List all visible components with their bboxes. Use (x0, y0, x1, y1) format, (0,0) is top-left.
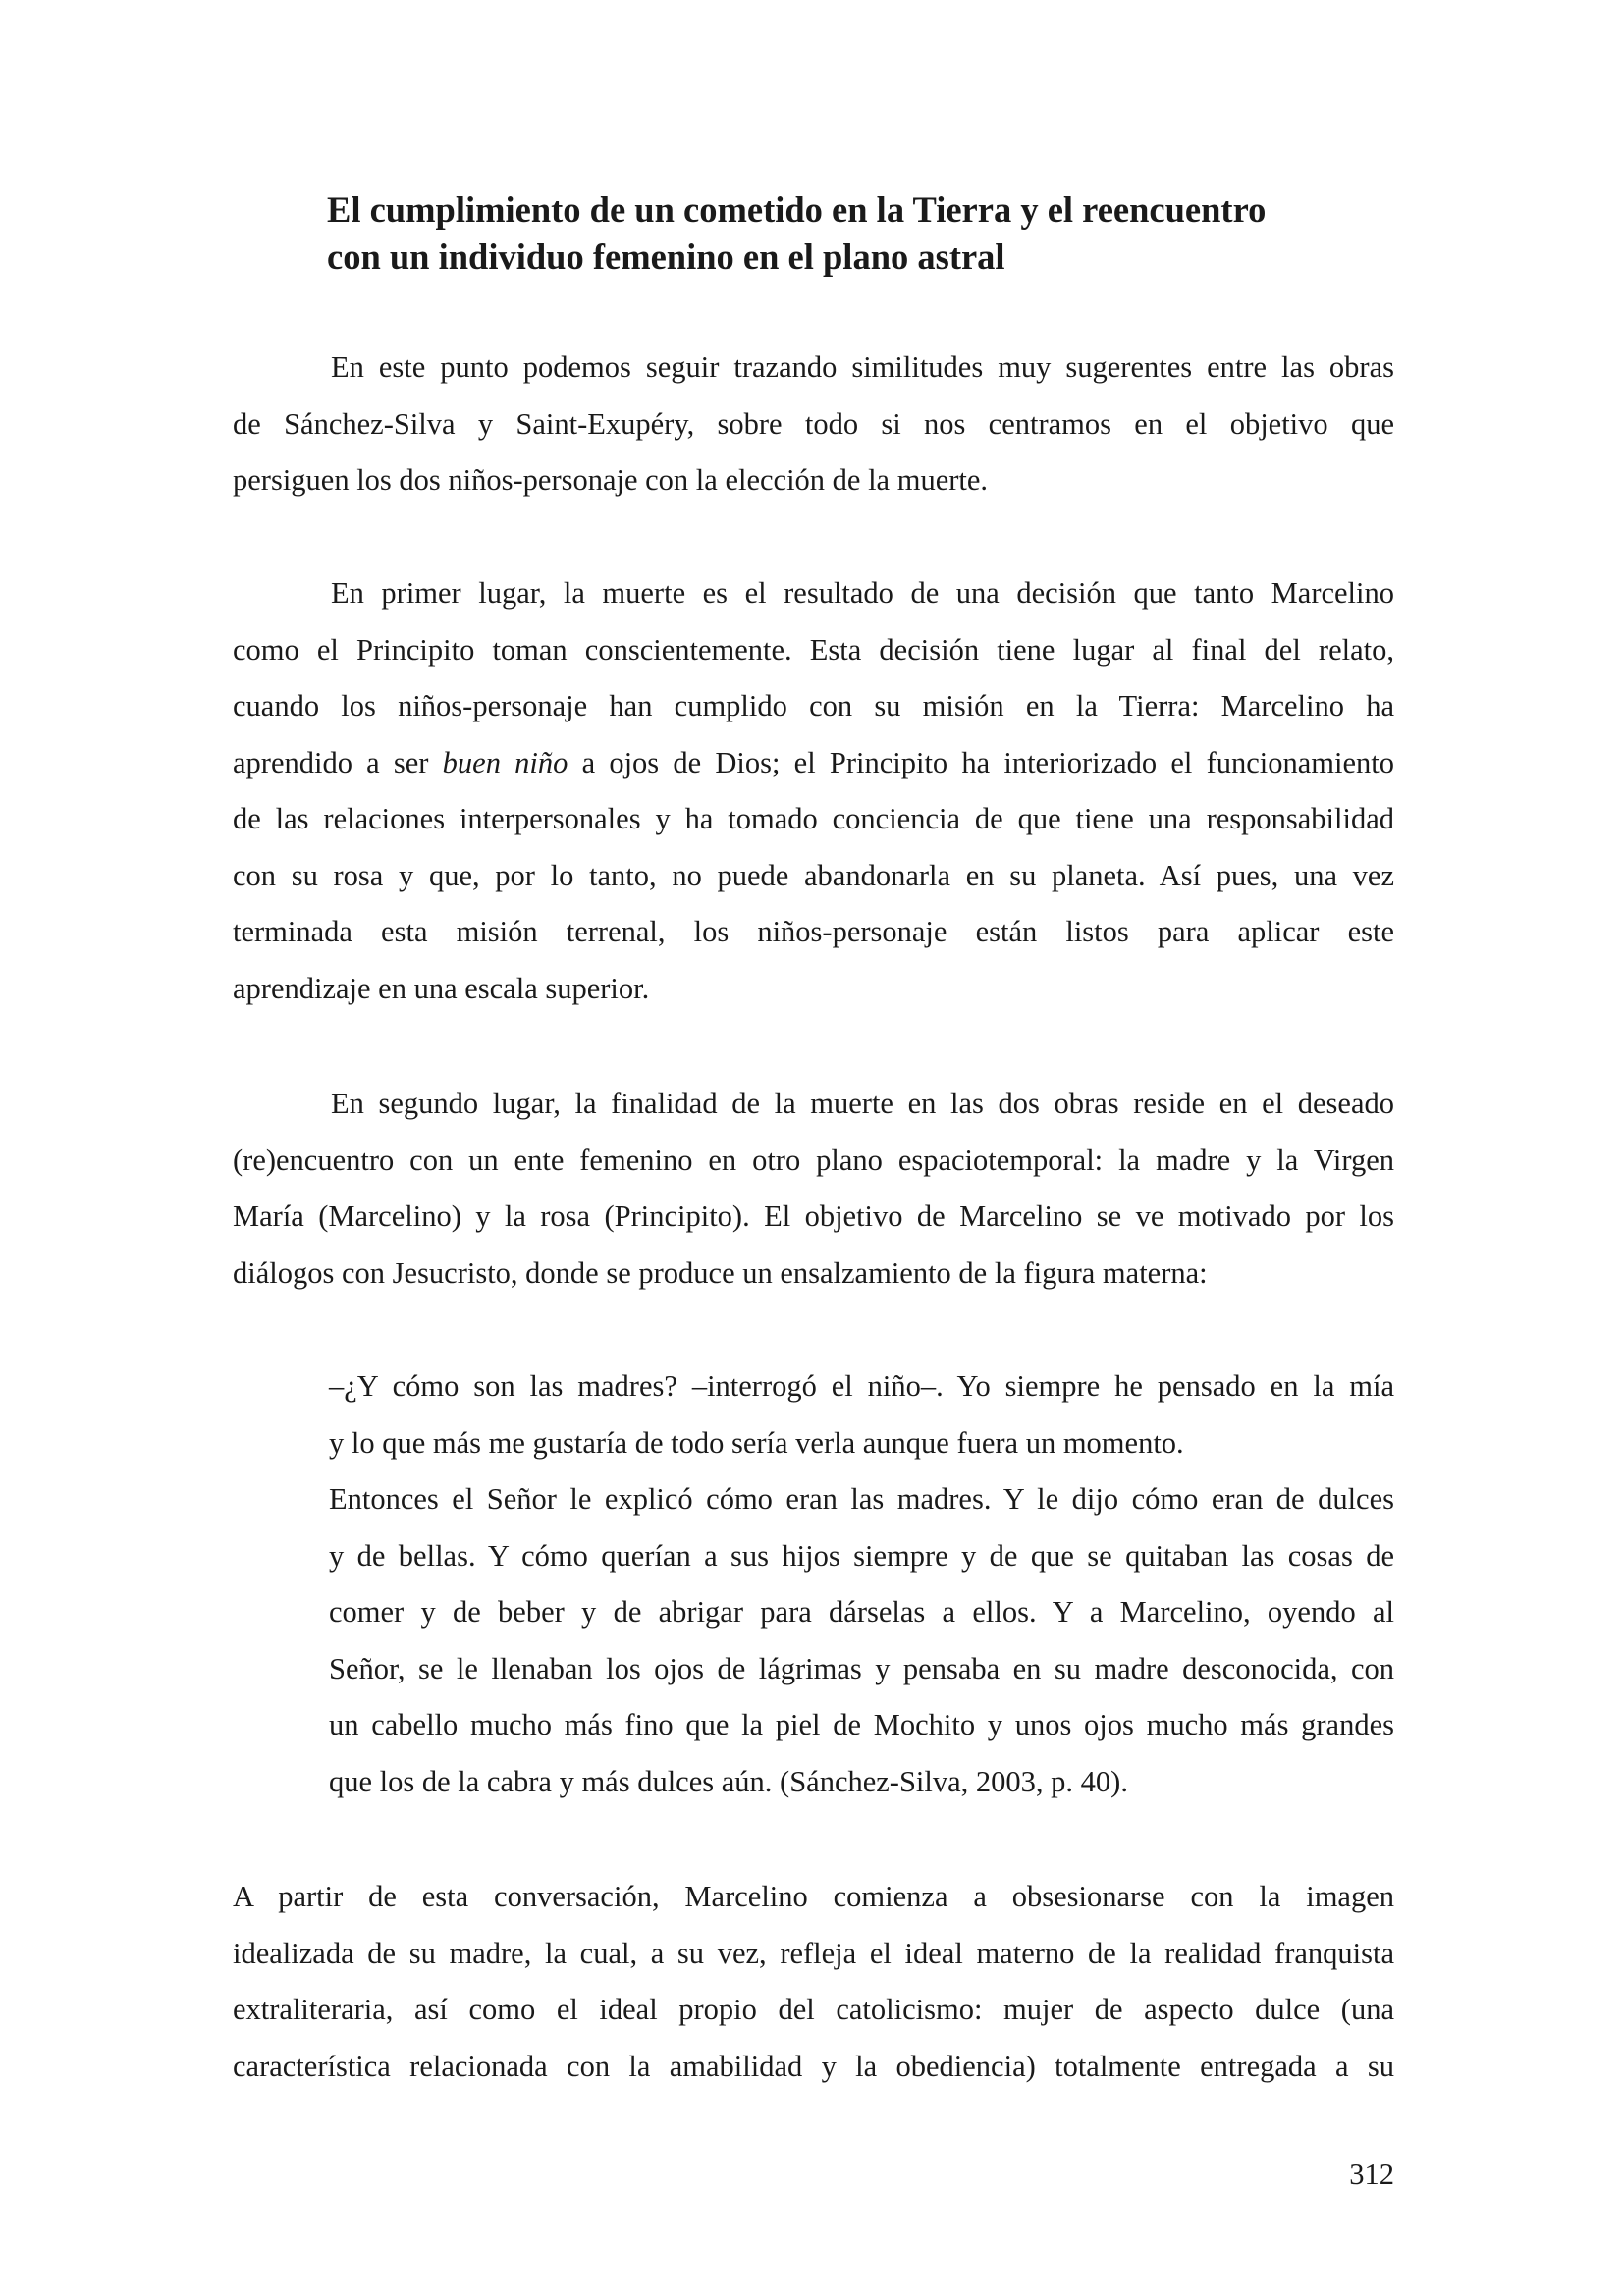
quote-line: Entonces el Señor le explicó cómo eran las madres. Y le dijo cómo eran de dulces (329, 1482, 1394, 1516)
emphasis-text: buen niño (442, 745, 568, 779)
text-line: aprendizaje en una escala superior. (233, 971, 650, 1005)
text-line: de Sánchez-Silva y Saint-Exupéry, sobre todo si nos centramos en el objetivo que (233, 406, 1394, 441)
text-line: como el Principito toman conscientemente. Esta decisión tiene lugar al final del relato, (233, 632, 1394, 667)
text-line: En este punto podemos seguir trazando similitudes muy sugerentes entre las obras (331, 350, 1394, 384)
section-heading-line: con un individuo femenino en el plano astral (327, 237, 1005, 277)
text-line: María (Marcelino) y la rosa (Principito). El objetivo de Marcelino se ve motivado por los (233, 1200, 1394, 1233)
text-line: A partir de esta conversación, Marcelino comienza a obsesionarse con la imagen (233, 1880, 1394, 1913)
text-fragment: aprendido a ser (233, 745, 443, 779)
text-line: persiguen los dos niños-personaje con la elección de la muerte. (233, 463, 989, 497)
paragraph-2 (233, 565, 1394, 1017)
quote-line: un cabello mucho más fino que la piel de Mochito y unos ojos mucho más grandes (329, 1708, 1394, 1741)
section-heading-line: El cumplimiento de un cometido en la Tierra y el reencuentro (327, 189, 1267, 230)
text-fragment: a ojos de Dios; el Principito ha interiorizado el funcionamiento (568, 745, 1395, 779)
text-line: cuando los niños-personaje han cumplido con su misión en la Tierra: Marcelino ha (233, 689, 1394, 722)
text-line: (re)encuentro con un ente femenino en otro plano espaciotemporal: la madre y la Virgen (233, 1143, 1394, 1177)
quote-line: –¿Y cómo son las madres? –interrogó el niño–. Yo siempre he pensado en la mía (329, 1369, 1394, 1403)
text-line: característica relacionada con la amabilidad y la obediencia) totalmente entregada a su (233, 2049, 1394, 2083)
quote-line: y de bellas. Y cómo querían a sus hijos siempre y de que se quitaban las cosas de (329, 1538, 1394, 1573)
page-number: 312 (1349, 2158, 1394, 2191)
block-quote (329, 1359, 1394, 1810)
quote-line: Señor, se le llenaban los ojos de lágrimas y pensaba en su madre desconocida, con (329, 1651, 1394, 1685)
quote-line: comer y de beber y de abrigar para dárselas a ellos. Y a Marcelino, oyendo al (329, 1595, 1394, 1629)
text-line: En segundo lugar, la finalidad de la muerte en las dos obras reside en el deseado (331, 1087, 1394, 1120)
text-line (233, 735, 1394, 792)
text-line: En primer lugar, la muerte es el resultado de una decisión que tanto Marcelino (331, 576, 1394, 610)
section-heading (327, 187, 1407, 281)
text-line: diálogos con Jesucristo, donde se produce un ensalzamiento de la figura materna: (233, 1255, 1208, 1290)
text-line: extraliteraria, así como el ideal propio del catolicismo: mujer de aspecto dulce (una (233, 1993, 1394, 2026)
paragraph-3 (233, 1076, 1394, 1302)
paragraph-1 (233, 340, 1394, 509)
text-line: idealizada de su madre, la cual, a su vez, refleja el ideal materno de la realidad franquista (233, 1936, 1394, 1970)
text-line: con su rosa y que, por lo tanto, no puede abandonarla en su planeta. Así pues, una vez (233, 858, 1394, 892)
text-line: de las relaciones interpersonales y ha tomado conciencia de que tiene una responsabilidad (233, 802, 1394, 835)
text-line: terminada esta misión terrenal, los niños-personaje están listos para aplicar este (233, 915, 1394, 948)
quote-line: y lo que más me gustaría de todo sería verla aunque fuera un momento. (329, 1425, 1184, 1460)
quote-line: que los de la cabra y más dulces aún. (Sánchez-Silva, 2003, p. 40). (329, 1764, 1128, 1798)
paragraph-4 (233, 1869, 1394, 2095)
